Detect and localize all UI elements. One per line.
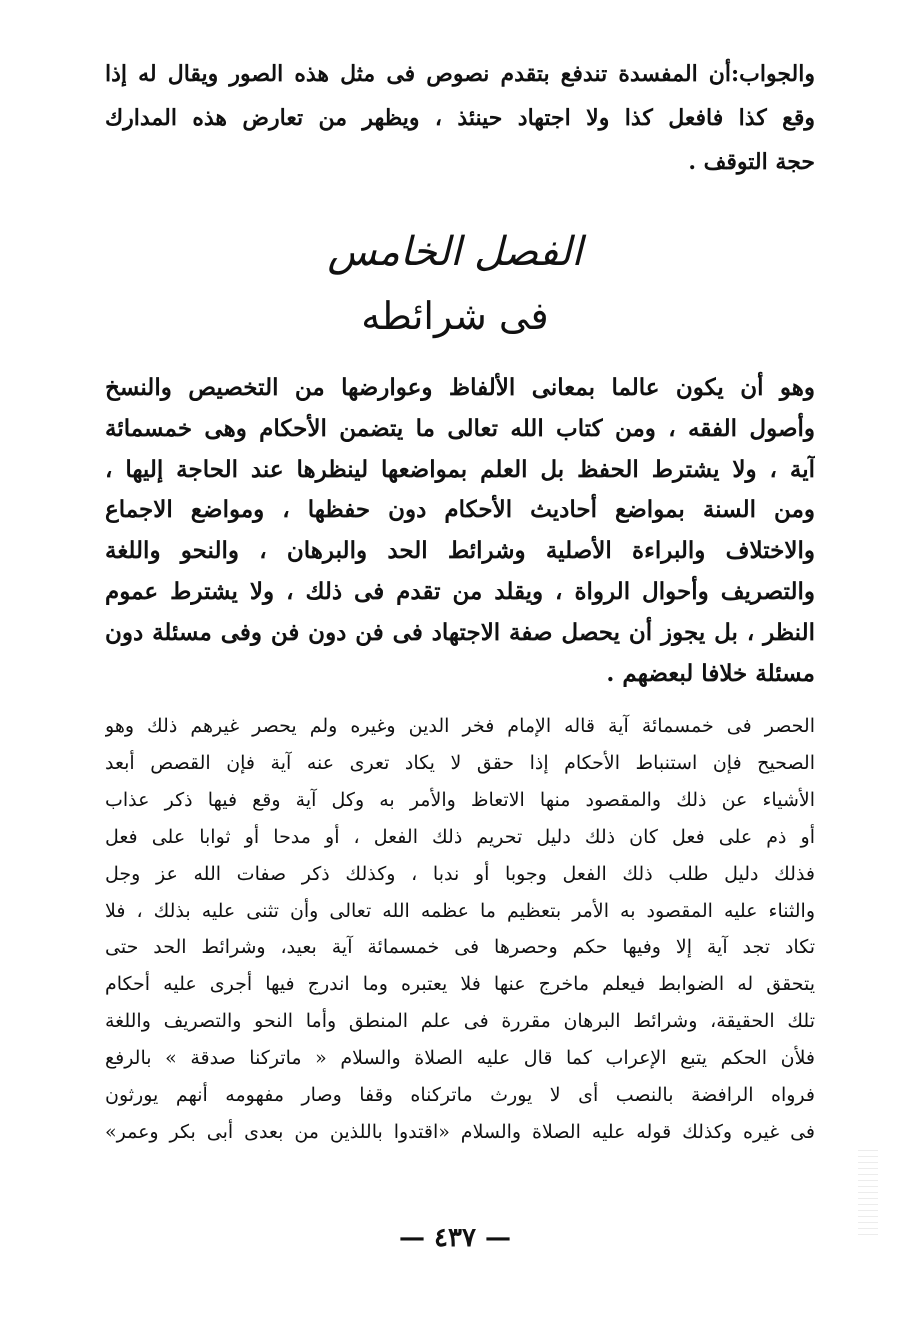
footnote-line: الأشياء عن ذلك والمقصود منها الاتعاظ والأمر به وكل آية وقع فيها ذكر عذاب [105, 788, 815, 811]
footnote-line: أو ذم على فعل كان ذلك دليل تحريم ذلك الفعل ، أو مدحا أو ثوابا على فعل [105, 825, 815, 848]
page-number: — ٤٣٧ — [398, 1223, 512, 1253]
footnote-line: الحصر فى خمسمائة آية قاله الإمام فخر الدين وغيره ولم يحصر غيرهم ذلك وهو [105, 715, 815, 737]
main-line: والاختلاف والبراءة الأصلية وشرائط الحد والبرهان ، والنحو واللغة [105, 537, 815, 565]
main-line: والتصريف وأحوال الرواة ، ويقلد من تقدم فى ذلك ، ولا يشترط عموم [105, 577, 815, 605]
chapter-subtitle: فى شرائطه [361, 294, 549, 338]
footnote-line: يتحقق له الضوابط فيعلم ماخرج عنها فلا يعتبره وما اندرج فيها أجرى عليه أحكام [105, 973, 815, 996]
intro-line: حجة التوقف . [688, 149, 815, 175]
chapter-title: الفصل الخامس [327, 229, 583, 275]
footnote-commentary [105, 708, 815, 1151]
footnote-line: تلك الحقيقة، وشرائط البرهان مقررة فى علم المنطق وأما النحو والتصريف واللغة [105, 1010, 815, 1033]
footnote-line: تكاد تجد آية إلا وفيها حكم وحصرها فى خمسمائة آية بعيد، وشرائط الحد حتى [105, 936, 815, 959]
main-line: ومن السنة بمواضع أحاديث الأحكام دون حفظها ، ومواضع الاجماع [105, 496, 815, 524]
scan-margin-specks [858, 1150, 878, 1240]
main-line: آية ، ولا يشترط الحفظ بل العلم بمواضعها لينظرها عند الحاجة إليها ، [105, 455, 815, 483]
main-line: النظر ، بل يجوز أن يحصل صفة الاجتهاد فى فن دون فن وفى مسئلة دون [105, 618, 815, 646]
main-paragraph [105, 368, 815, 694]
footnote-line: فذلك دليل طلب ذلك الفعل وجوبا أو ندبا ، وكذلك ذكر صفات الله عز وجل [105, 862, 815, 885]
footnote-line: فى غيره وكذلك قوله عليه الصلاة والسلام «اقتدوا باللذين من بعدى أبى بكر وعمر» [105, 1120, 815, 1143]
main-line: مسئلة خلافا لبعضهم . [606, 659, 815, 687]
main-line: وهو أن يكون عالما بمعانى الألفاظ وعوارضها من التخصيص والنسخ [105, 374, 815, 401]
intro-line: والجواب:أن المفسدة تندفع بتقدم نصوص فى مثل هذه الصور ويقال له إذا [105, 61, 815, 87]
footnote-line: والثناء عليه المقصود به الأمر بتعظيم ما عظمه الله تعالى وأن تثنى عليه بذلك ، فلا [105, 899, 815, 922]
main-line: وأصول الفقه ، ومن كتاب الله تعالى ما يتضمن الأحكام وهى خمسمائة [105, 414, 815, 442]
intro-paragraph [105, 52, 815, 184]
footnote-line: الصحيح فإن استنباط الأحكام إذا حقق لا يكاد تعرى عنه آية فإن القصص أبعد [105, 751, 815, 774]
intro-line: وقع كذا فافعل كذا ولا اجتهاد حينئذ ، ويظهر من تعارض هذه المدارك [105, 105, 815, 131]
footnote-line: فرواه الرافضة بالنصب أى لا يورث ماتركناه وقفا وصار مفهومه أنهم يورثون [105, 1084, 815, 1107]
footnote-line: فلأن الحكم يتبع الإعراب كما قال عليه الصلاة والسلام « ماتركنا صدقة » بالرفع [105, 1047, 815, 1070]
